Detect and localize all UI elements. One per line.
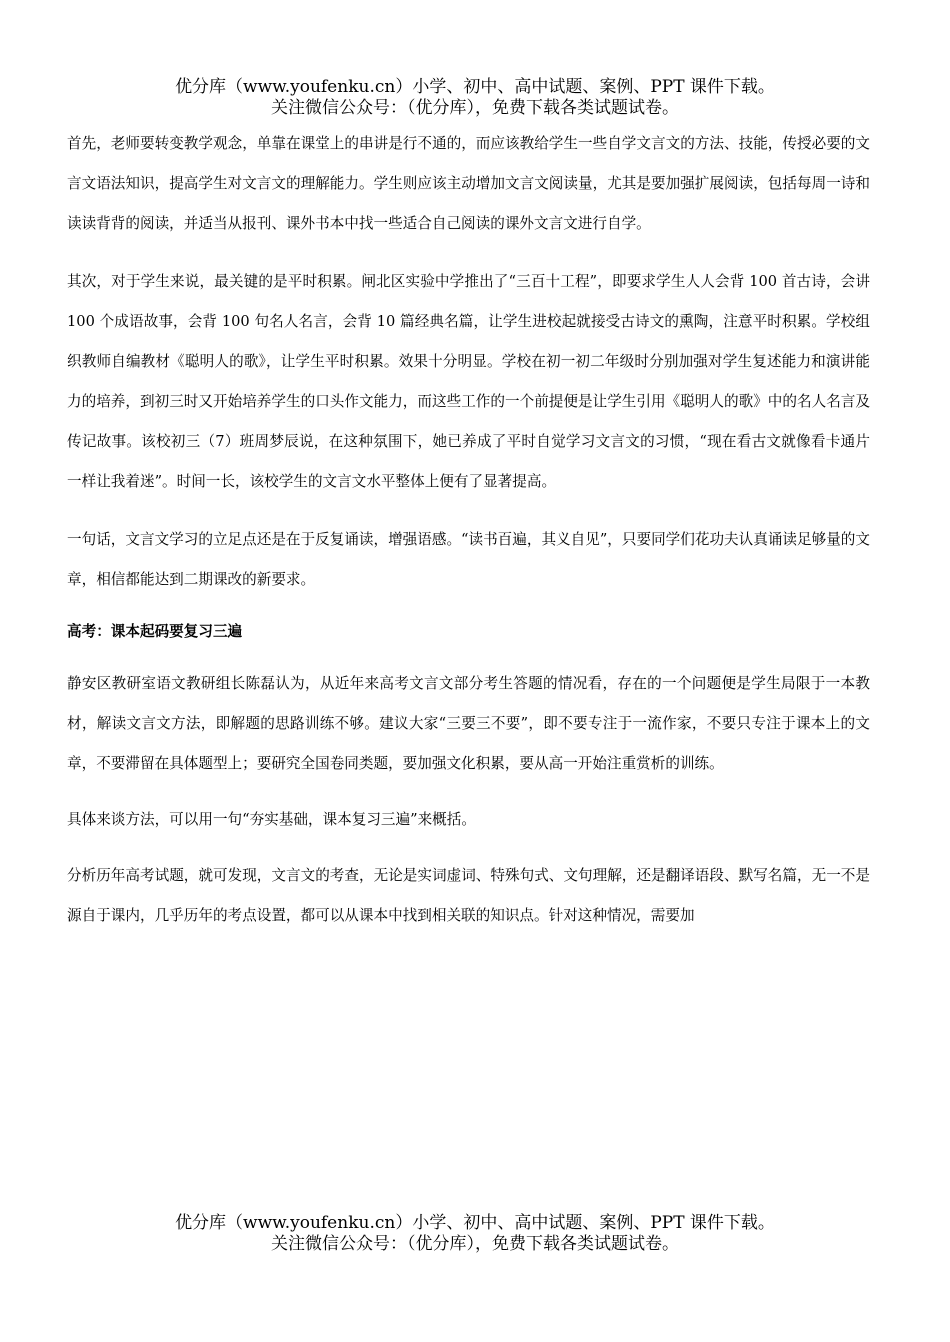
section-heading: 高考：课本起码要复习三遍 (67, 623, 243, 640)
paragraph-1: 首先，老师要转变教学观念，单靠在课堂上的串讲是行不通的，而应该教给学生一些自学文言文的方法、技能，传授必要的文言文语法知识，提高学生对文言文的理解能力。学生则应该主动增加文言文阅读量，尤其是要加强扩展阅读，包括每周一诗和读读背背的阅读，并适当从报刊、课外书本中找一些适合自己阅读的课外文言文进行自学。 (67, 135, 870, 232)
paragraph-4: 静安区教研室语文教研组长陈磊认为，从近年来高考文言文部分考生答题的情况看，存在的一个问题便是学生局限于一本教材，解读文言文方法，即解题的思路训练不够。建议大家“三要三不要”，即不要专注于一流作家，不要只专注于课本上的文章，不要滞留在具体题型上；要研究全国卷同类题，要加强文化积累，要从高一开始注重赏析的训练。 (67, 675, 870, 772)
document-body (67, 124, 870, 954)
page-footer (0, 1213, 950, 1255)
paragraph-5: 具体来谈方法，可以用一句“夯实基础，课本复习三遍”来概括。 (67, 811, 476, 828)
header-line-1: 优分库（www.youfenku.cn）小学、初中、高中试题、案例、PPT 课件下载。 (175, 77, 775, 97)
header-line-2: 关注微信公众号：（优分库），免费下载各类试题试卷。 (271, 98, 679, 118)
page-header (0, 77, 950, 119)
paragraph-3: 一句话，文言文学习的立足点还是在于反复诵读，增强语感。“读书百遍，其义自见”，只要同学们花功夫认真诵读足够量的文章，相信都能达到二期课改的新要求。 (67, 531, 870, 588)
paragraph-2: 其次，对于学生来说，最关键的是平时积累。闸北区实验中学推出了“三百十工程”，即要求学生人人会背 100 首古诗，会讲 100 个成语故事，会背 100 句名人名言，会背 10 篇经典名篇，让学生进校起就接受古诗文的熏陶，注意平时积累。学校组织教师自编教材《聪明人的歌》，让学生平时积累。效果十分明显。学校在初一初二年级时分别加强对学生复述能力和演讲能力的培养，到初三时又开始培养学生的口头作文能力，而这些工作的一个前提便是让学生引用《聪明人的歌》中的名人名言及传记故事。该校初三（7）班周梦辰说，在这种氛围下，她已养成了平时自觉学习文言文的习惯，“现在看古文就像看卡通片一样让我着迷”。时间一长，该校学生的文言文水平整体上便有了显著提高。 (67, 273, 870, 490)
footer-line-2: 关注微信公众号：（优分库），免费下载各类试题试卷。 (271, 1234, 679, 1254)
footer-line-1: 优分库（www.youfenku.cn）小学、初中、高中试题、案例、PPT 课件下载。 (175, 1213, 775, 1233)
paragraph-6: 分析历年高考试题，就可发现，文言文的考查，无论是实词虚词、特殊句式、文句理解，还是翻译语段、默写名篇，无一不是源自于课内，几乎历年的考点设置，都可以从课本中找到相关联的知识点。针对这种情况，需要加 (67, 867, 870, 924)
